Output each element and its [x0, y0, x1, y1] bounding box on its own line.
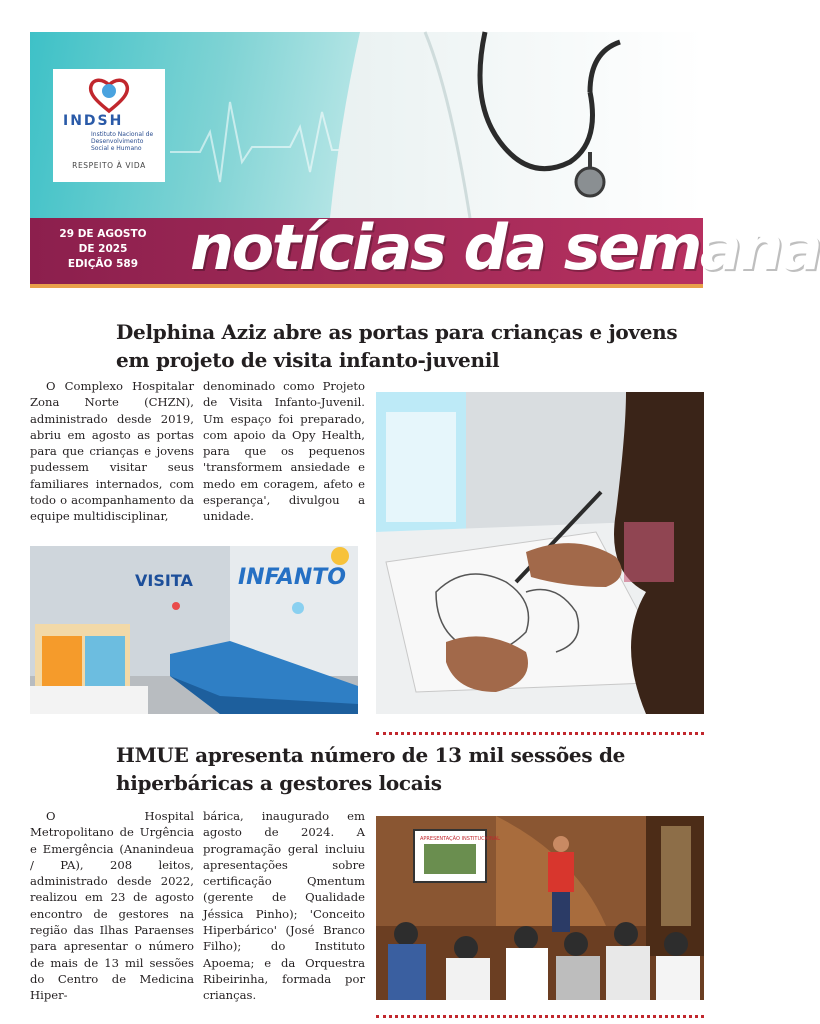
section-divider-1	[376, 732, 704, 735]
article1-column1-text: O Complexo Hospitalar Zona Norte (CHZN), administrado desde 2019, abriu em agosto as portas para que crianças e jovens pudessem visitar seus familiares internados, com todo o acompanhamento da equipe multidisciplinar,	[30, 379, 194, 524]
edition-info	[48, 227, 158, 272]
indsh-logo	[53, 69, 165, 182]
visit-room-photo	[30, 546, 358, 714]
logo-slogan: RESPEITO À VIDA	[72, 161, 146, 170]
article2-column1-text: O Hospital Metropolitano de Urgência e Emergência (Ananindeua / PA), 208 leitos, administrado desde 2022, realizou em 23 de agosto encontro de gestores na região das Ilhas Paraenses para apresentar o número de mais de 13 mil sessões do Centro de Medicina Hiper-	[30, 809, 194, 1003]
article1-headline: Delphina Aziz abre as portas para crianças e jovens em projeto de visita infanto-juvenil	[116, 320, 678, 372]
edition-date-line1: 29 DE AGOSTO	[59, 228, 147, 240]
screen-text: APRESENTAÇÃO INSTITUCIONAL	[420, 836, 500, 842]
article2-column2-text: bárica, inaugurado em agosto de 2024. A programação geral incluiu apresentações sobre certificação Qmentum (gerente de Qualidade Jéssica Pinho); 'Conceito Hiperbárico' (José Branco Filho); do Instituto Apoema; e da Orquestra Ribeirinha, formada por crianças.	[203, 809, 365, 1003]
section-divider-2	[376, 1015, 704, 1018]
title-bar	[30, 211, 820, 288]
article2-column1	[30, 808, 194, 1004]
visita-wall-text: VISITA	[135, 571, 193, 590]
article1-column2	[203, 378, 365, 525]
header-banner	[30, 32, 820, 288]
edition-date-line2: DE 2025	[78, 243, 128, 255]
edition-number: EDIÇÃO 589	[67, 258, 139, 270]
masthead-title: notícias da semana	[190, 211, 820, 284]
child-drawing-photo	[376, 392, 704, 714]
article2-headline: HMUE apresenta número de 13 mil sessões de hiperbáricas a gestores locais	[116, 743, 626, 795]
infanto-wall-text: INFANTO	[238, 565, 346, 590]
article1-column2-text: denominado como Projeto de Visita Infanto-Juvenil. Um espaço foi preparado, com apoio da Opy Health, para que os pequenos 'transformem ansiedade e medo em coragem, afeto e esperança', divulgou a unidade.	[203, 379, 365, 524]
article1-column1	[30, 378, 194, 525]
logo-name: INDSH	[63, 113, 124, 129]
logo-subtitle: Instituto Nacional de Desenvolvimento Social e Humano	[91, 131, 154, 152]
article2-column2	[203, 808, 365, 1004]
meeting-photo	[376, 816, 704, 1000]
heart-globe-icon	[89, 78, 129, 112]
